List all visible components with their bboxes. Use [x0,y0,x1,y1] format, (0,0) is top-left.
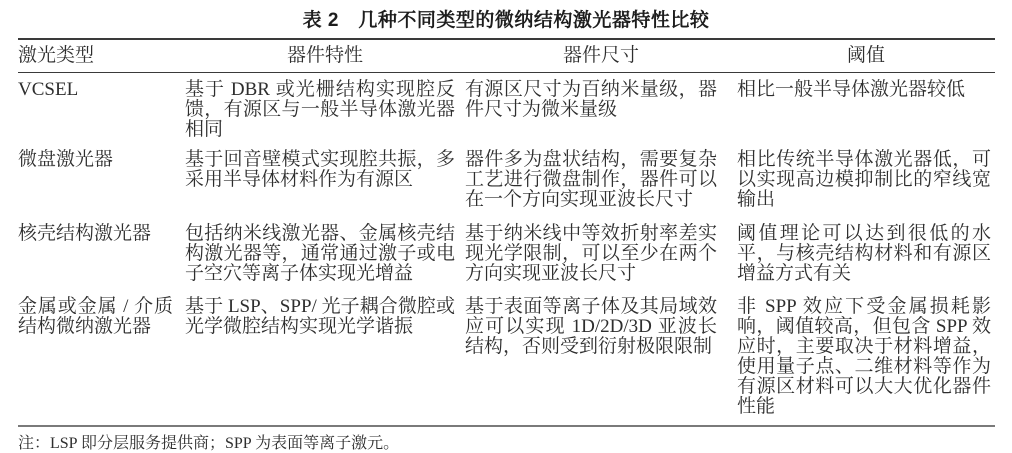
cell-size: 基于表面等离子体及其局域效应可以实现 1D/2D/3D 亚波长结构，否则受到衍射极限限制 [465,296,717,357]
cell-size: 器件多为盘状结构，需要复杂工艺进行微盘制作，器件可以在一个方向实现亚波长尺寸 [465,149,717,210]
comparison-table [18,38,995,427]
cell-laser-type: VCSEL [18,79,79,100]
table-row [18,73,995,140]
table-footnote: 注：LSP 即分层服务提供商；SPP 为表面等离子激元。 [18,435,400,452]
cell-laser-type: 微盘激光器 [18,149,114,170]
cell-size: 有源区尺寸为百纳米量级，器件尺寸为微米量级 [465,79,717,120]
column-header-laser-type: 激光类型 [18,45,95,66]
table-header-row [18,40,995,73]
table-row [18,140,995,210]
cell-threshold: 阈值理论可以达到很低的水平，与核壳结构材料和有源区增益方式有关 [737,223,991,284]
cell-characteristics: 基于 LSP、SPP/ 光子耦合微腔或光学微腔结构实现光学谐振 [185,296,455,337]
column-header-size: 器件尺寸 [562,45,639,66]
cell-threshold: 相比一般半导体激光器较低 [737,79,966,100]
column-header-characteristics: 器件特性 [286,45,363,66]
table-row [18,284,995,425]
column-header-threshold: 阈值 [846,45,885,66]
cell-threshold: 非 SPP 效应下受金属损耗影响，阈值较高，但包含 SPP 效应时，主要取决于材料增益，使用量子点、二维材料等作为有源区材料可以大大优化器件性能 [737,296,991,417]
cell-size: 基于纳米线中等效折射率差实现光学限制，可以至少在两个方向实现亚波长尺寸 [465,223,717,284]
cell-characteristics: 基于 DBR 或光栅结构实现腔反馈，有源区与一般半导体激光器相同 [185,79,455,140]
table-row [18,210,995,284]
cell-characteristics: 基于回音壁模式实现腔共振，多采用半导体材料作为有源区 [185,149,455,190]
cell-characteristics: 包括纳米线激光器、金属核壳结构激光器等，通常通过激子或电子空穴等离子体实现光增益 [185,223,455,284]
cell-laser-type: 核壳结构激光器 [18,223,152,244]
cell-threshold: 相比传统半导体激光器低，可以实现高边模抑制比的窄线宽输出 [737,149,991,210]
cell-laser-type: 金属或金属 / 介质结构微纳激光器 [18,296,173,337]
table-caption: 表 2 几种不同类型的微纳结构激光器特性比较 [302,10,710,31]
